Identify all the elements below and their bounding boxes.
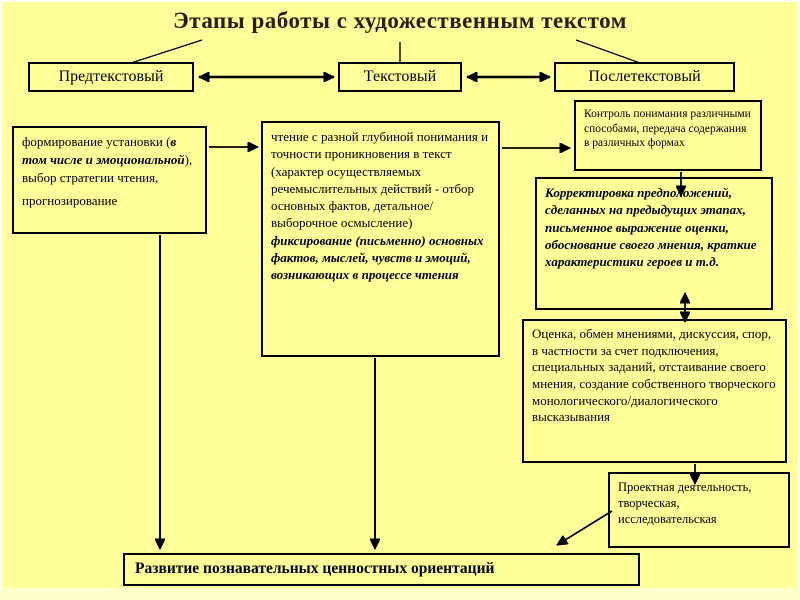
assessment-box (522, 319, 787, 463)
comprehension-control-text: Контроль понимания различными способами, передача содержания в различных формах (584, 108, 751, 150)
assessment-text: Оценка, обмен мнениями, дискуссия, спор, в частности за счет подключения, специальных заданий, отстаивание своего мнения, создание собственного творческого монологического/диалогического высказывания (532, 326, 776, 425)
project-activity-text: Проектная деятельность, творческая, исследовательская (618, 480, 752, 526)
correction-text: Корректировка предположений, сделанных на предыдущих этапах, письменное выражение оценки, обоснование своего мнения, краткие характеристики героев и т.д. (545, 185, 757, 270)
correction-box (535, 177, 773, 310)
reading-box (261, 121, 500, 357)
stage-box-pretext (28, 62, 194, 92)
reading-text-normal: чтение с разной глубиной понимания и точности проникновения в текст (характер осуществляемых речемыслительных действий - отбор основных фактов, детальное/ выборочное осмысление) (271, 129, 489, 231)
pretext-actions-box (12, 126, 207, 234)
stage-label-text: Текстовый (363, 68, 437, 85)
reading-text-bold-italic: фиксирование (письменно) основных фактов, мыслей, чувств и эмоций, возникающих в процессе чтения (271, 232, 484, 283)
stage-box-text (338, 62, 462, 92)
result-bar (123, 553, 640, 586)
pretext-text-normal-1: формирование установки ( (22, 134, 171, 149)
project-activity-box (608, 472, 790, 548)
pretext-text-paragraph-2: прогнозирование (22, 192, 118, 208)
stage-label-posttext: Послетекстовый (588, 68, 701, 85)
stage-box-posttext (554, 62, 735, 92)
bottom-strip (0, 588, 800, 600)
result-bar-text: Развитие познавательных ценностных ориентаций (135, 560, 495, 578)
pretext-text-bold-italic: в том числе и эмоциональной (22, 134, 185, 167)
comprehension-control-box (574, 100, 762, 171)
stage-label-pretext: Предтекстовый (58, 68, 164, 85)
slide-title: Этапы работы с художественным текстом (173, 8, 627, 33)
pretext-text-normal-2: ), выбор стратегии чтения, (22, 151, 193, 185)
